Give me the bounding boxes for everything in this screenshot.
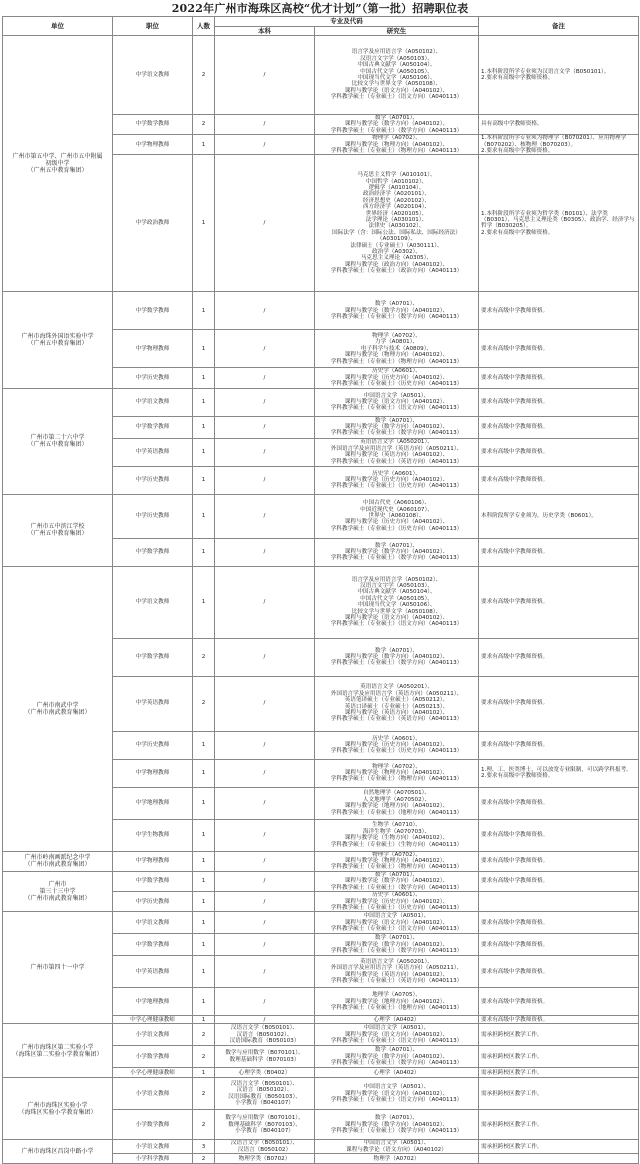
- position-cell: 小学科学教师: [113, 1154, 193, 1164]
- grad-cell: 数学（A0701）、 课程与教学论（数学方向）（A040102）、 学科教学硕士（专业硕士）（数学方向）（A040113）: [315, 538, 479, 566]
- header-count: 人数: [193, 17, 215, 36]
- position-cell: 中学数学教师: [113, 538, 193, 566]
- undergrad-cell: /: [215, 912, 315, 934]
- position-cell: 小学心理健康教师: [113, 1068, 193, 1078]
- count-cell: 1: [193, 912, 215, 934]
- count-cell: 1: [193, 538, 215, 566]
- note-cell: 需承担跨校区教学工作。: [479, 1046, 639, 1068]
- undergrad-cell: /: [215, 36, 315, 115]
- page-title: 2022年广州市海珠区高校“优才计划”（第一批）招聘职位表: [171, 2, 469, 15]
- count-cell: 1: [193, 759, 215, 787]
- header-undergrad: 本科: [215, 27, 315, 36]
- header-major-group: 专业及代码: [215, 17, 479, 27]
- school-cell: 广州市第四十一中学: [3, 912, 113, 1024]
- grad-cell: 英语语言文学（A050201）、 外国语言学及应用语言学（英语方向）（A050211）、 课程与教学论（英语方向）（A040102）、 学科教学硕士（专业硕士）（英语方向）（A040113）: [315, 438, 479, 466]
- count-cell: 1: [193, 388, 215, 416]
- position-cell: 中学数学教师: [113, 292, 193, 330]
- grad-cell: 物理学（A0702）、 课程与教学论（物理方向）（A040102）、 学科教学硕士（专业硕士）（物理方向）（A040113）: [315, 851, 479, 871]
- note-cell: [479, 1154, 639, 1164]
- position-cell: 中学物理教师: [113, 851, 193, 871]
- table-row: [3, 851, 639, 871]
- position-cell: 中学地理教师: [113, 787, 193, 819]
- school-cell: 广州市第二十六中学 （广州五中教育集团）: [3, 388, 113, 494]
- note-cell: 要求有高级中学教师资格。: [479, 416, 639, 438]
- grad-cell: 语言学及应用语言学（A050102）、 汉语言文字学（A050103）、 中国古典文献学（A050104）、 中国古代文学（A050105）、 中国现当代文学（A050106）、 比较文学与世界文学（A050108）、 课程与教学论（语文方向）（A040102）、 学科教学硕士（专业硕士）（语文方向）（A040113）: [315, 566, 479, 638]
- grad-cell: 地理学（A0705）、 课程与教学论（地理方向）（A040102）、 学科教学硕士（专业硕士）（地理方向）（A040113）: [315, 988, 479, 1016]
- position-cell: 中学语文教师: [113, 912, 193, 934]
- undergrad-cell: 心理学类（B0402）: [215, 1068, 315, 1078]
- note-cell: 1.理、工、医类博士，可以放宽专业限制，可以跨学科报考。 2.要求有高级中学教师资格。: [479, 759, 639, 787]
- grad-cell: 数学（A0701）、 课程与教学论（数学方向）（A040102）、 学科教学硕士（专业硕士）（数学方向）（A040113）: [315, 416, 479, 438]
- undergrad-cell: 汉语言文学（B050101）、 汉语言（B050102）: [215, 1140, 315, 1154]
- position-cell: 中学英语教师: [113, 956, 193, 988]
- undergrad-cell: /: [215, 1016, 315, 1024]
- note-cell: 1.本科阶段所学专业须为哲学类（B0101）、法学类（B0301）、马克思主义理论类（B0305）、政治学、经济学与哲学（B030205）。 2.要求有高级中学教师资格。: [479, 155, 639, 292]
- note-cell: 需承担跨校区教学工作。: [479, 1078, 639, 1110]
- school-cell: 广州市海珠区昌岗中路小学: [3, 1140, 113, 1164]
- count-cell: 2: [193, 676, 215, 731]
- note-cell: 要求有高级中学教师资格。: [479, 292, 639, 330]
- note-cell: 要求有高级中学教师资格。: [479, 934, 639, 956]
- undergrad-cell: /: [215, 135, 315, 155]
- count-cell: 2: [193, 638, 215, 676]
- undergrad-cell: /: [215, 330, 315, 368]
- undergrad-cell: /: [215, 638, 315, 676]
- undergrad-cell: /: [215, 438, 315, 466]
- count-cell: 1: [193, 330, 215, 368]
- table-row: [3, 1024, 639, 1046]
- count-cell: 2: [193, 1154, 215, 1164]
- count-cell: 1: [193, 494, 215, 538]
- note-cell: 本科阶段所学专业须为，历史学类（B0601）。: [479, 494, 639, 538]
- position-cell: 中学物理教师: [113, 759, 193, 787]
- table-row: [3, 388, 639, 416]
- count-cell: 1: [193, 819, 215, 851]
- undergrad-cell: /: [215, 155, 315, 292]
- note-cell: 要求有高级中学教师资格。: [479, 368, 639, 388]
- note-cell: 要求有高级中学教师资格。: [479, 438, 639, 466]
- grad-cell: 心理学（A0402）: [315, 1016, 479, 1024]
- grad-cell: 数学（A0701）、 课程与教学论（数学方向）（A040102）、 学科教学硕士（专业硕士）（数学方向）（A040113）: [315, 934, 479, 956]
- undergrad-cell: /: [215, 851, 315, 871]
- undergrad-cell: /: [215, 819, 315, 851]
- count-cell: 2: [193, 1110, 215, 1140]
- note-cell: 要求有高级中学教师资格。: [479, 956, 639, 988]
- undergrad-cell: 数学与应用数学（B070101）、 数理基础科学（B070103）: [215, 1046, 315, 1068]
- note-cell: 要求有高级中学教师资格。: [479, 787, 639, 819]
- grad-cell: 中国语言文学（A0501）、 课程与教学论（语文方向）（A040102）、 学科教学硕士（专业硕士）（语文方向）（A040113）: [315, 1078, 479, 1110]
- undergrad-cell: /: [215, 787, 315, 819]
- note-cell: 要求有高级中学教师资格。: [479, 330, 639, 368]
- note-cell: 要求有高级中学教师资格。: [479, 819, 639, 851]
- position-cell: 小学语文教师: [113, 1024, 193, 1046]
- position-cell: 小学语文教师: [113, 1078, 193, 1110]
- undergrad-cell: /: [215, 416, 315, 438]
- count-cell: 1: [193, 466, 215, 494]
- undergrad-cell: /: [215, 368, 315, 388]
- grad-cell: 马克思主义哲学（A010101）、 中国哲学（A010102）、 逻辑学（A010104）、 政治经济学（A020101）、 经济思想史（A020102）、 西方经济学（A020104）、 世界经济（A020105）、 法学理论（A030101）、 法律史（A030102）、 国际法学（含：国际公法、国际私法、国际经济法） （A030109）、 法律硕士（专业硕士）（A030111）、 政治学（A0302）、 马克思主义理论（A0305）、 课程与教学论（政治方向）（A040102）、 学科教学硕士（专业硕士）（政治方向）（A040113）: [315, 155, 479, 292]
- grad-cell: 数学（A0701）、 课程与教学论（数学方向）（A040102）、 学科教学硕士（专业硕士）（数学方向）（A040113）: [315, 115, 479, 135]
- recruitment-table: [2, 16, 639, 1164]
- note-cell: 要求有高级中学教师资格。: [479, 538, 639, 566]
- school-cell: 广州市海珠区第二实验小学 （海珠区第二实验小学教育集团）: [3, 1024, 113, 1078]
- position-cell: 小学语文教师: [113, 1140, 193, 1154]
- count-cell: 1: [193, 292, 215, 330]
- undergrad-cell: /: [215, 388, 315, 416]
- grad-cell: 物理学（A0702）、 课程与教学论（物理方向）（A040102）、 学科教学硕士（专业硕士）（物理方向）（A040113）: [315, 135, 479, 155]
- grad-cell: 物理学（A0702）、 力学（A0801）、 电子科学与技术（A0809）、 课程与教学论（物理方向）（A040102）、 学科教学硕士（专业硕士）（物理方向）（A040113）: [315, 330, 479, 368]
- undergrad-cell: /: [215, 956, 315, 988]
- note-cell: 要求有高级中学教师资格。: [479, 1016, 639, 1024]
- school-cell: 广州市南武中学 （广州市南武教育集团）: [3, 566, 113, 851]
- school-cell: 广州市 第三十三中学 （广州市南武教育集团）: [3, 871, 113, 911]
- note-cell: [479, 892, 639, 912]
- grad-cell: 数学（A0701）、 课程与教学论（数学方向）（A040102）、 学科教学硕士（专业硕士）（数学方向）（A040113）: [315, 871, 479, 891]
- note-cell: 具有高级中学教师资格。: [479, 115, 639, 135]
- note-cell: 要求有高级中学教师资格。: [479, 871, 639, 891]
- grad-cell: 心理学（A0402）: [315, 1068, 479, 1078]
- count-cell: 1: [193, 566, 215, 638]
- undergrad-cell: /: [215, 934, 315, 956]
- header-grad: 研究生: [315, 27, 479, 36]
- position-cell: 中学语文教师: [113, 388, 193, 416]
- position-cell: 中学历史教师: [113, 494, 193, 538]
- position-cell: 中学历史教师: [113, 368, 193, 388]
- note-cell: 要求有高级中学教师资格。: [479, 676, 639, 731]
- position-cell: 中学历史教师: [113, 466, 193, 494]
- grad-cell: 中国语言文学（A0501）、 课程与教学论（语文方向）（A040102）、 学科教学硕士（专业硕士）（语文方向）（A040113）: [315, 388, 479, 416]
- count-cell: 1: [193, 438, 215, 466]
- grad-cell: 中国语言文学（A0501）、 课程与教学论（语文方向）（A040102）、 学科教学硕士（专业硕士）（语文方向）（A040113）: [315, 912, 479, 934]
- grad-cell: 中国语言文学（A0501）、 课程与教学论（语文方向）（A040102）: [315, 1140, 479, 1154]
- count-cell: 1: [193, 155, 215, 292]
- count-cell: 1: [193, 787, 215, 819]
- grad-cell: 英语语言文学（A050201）、 外国语言学及应用语言学（英语方向）（A050211）、 课程与教学论（英语方向）（A040102）、 学科教学硕士（专业硕士）（英语方向）（A040113）: [315, 956, 479, 988]
- grad-cell: 自然地理学（A070501）、 人文地理学（A070502）、 课程与教学论（地理方向）（A040102）、 学科教学硕士（专业硕士）（地理方向）（A040113）: [315, 787, 479, 819]
- note-cell: 1.本科阶段所学专业须为汉语言文学（B050101）。 2.要求有高级中学教师资格。: [479, 36, 639, 115]
- position-cell: 中学心理健康教师: [113, 1016, 193, 1024]
- undergrad-cell: 物理学类（B0702）: [215, 1154, 315, 1164]
- count-cell: 2: [193, 36, 215, 115]
- position-cell: 中学英语教师: [113, 438, 193, 466]
- table-row: [3, 494, 639, 538]
- position-cell: 中学地理教师: [113, 988, 193, 1016]
- table-row: [3, 292, 639, 330]
- note-cell: 要求有高级中学教师资格。: [479, 912, 639, 934]
- undergrad-cell: /: [215, 115, 315, 135]
- position-cell: 中学历史教师: [113, 731, 193, 759]
- school-cell: 广州市海珠区实验小学 （海珠区实验小学教育集团）: [3, 1078, 113, 1140]
- grad-cell: 物理学（A0702）、 课程与教学论（物理方向）（A040102）、 学科教学硕士（专业硕士）（物理方向）（A040113）: [315, 759, 479, 787]
- undergrad-cell: 数学与应用数学（B070101）、 数理基础科学（B070103）、 小学教育（B040107）: [215, 1110, 315, 1140]
- position-cell: 小学数学教师: [113, 1046, 193, 1068]
- position-cell: 中学语文教师: [113, 566, 193, 638]
- grad-cell: 数学（A0701）、 课程与教学论（数学方向）（A040102）、 学科教学硕士（专业硕士）（数学方向）（A040113）: [315, 292, 479, 330]
- note-cell: 要求有高级中学教师资格。: [479, 988, 639, 1016]
- undergrad-cell: /: [215, 494, 315, 538]
- count-cell: 1: [193, 956, 215, 988]
- note-cell: 需承担跨校区教学工作。: [479, 1024, 639, 1046]
- count-cell: 2: [193, 1046, 215, 1068]
- grad-cell: 数学（A0701）、 课程与教学论（数学方向）（A040102）、 学科教学硕士（专业硕士）（数学方向）（A040113）: [315, 1046, 479, 1068]
- grad-cell: 数学（A0701）、 课程与教学论（数学方向）（A040102）、 学科教学硕士（专业硕士）（数学方向）（A040113）: [315, 638, 479, 676]
- table-body: [3, 36, 639, 1164]
- grad-cell: 生物学（A0710）、 海洋生物学（A070703）、 课程与教学论（生物方向）（A040102）、 学科教学硕士（专业硕士）（生物方向）（A040113）: [315, 819, 479, 851]
- undergrad-cell: /: [215, 988, 315, 1016]
- count-cell: 1: [193, 892, 215, 912]
- position-cell: 中学语文教师: [113, 36, 193, 115]
- count-cell: 1: [193, 1016, 215, 1024]
- undergrad-cell: 汉语言文学（B050101）、 汉语言（B050102）、 汉语国际教育（B050103）: [215, 1024, 315, 1046]
- table-row: [3, 36, 639, 115]
- grad-cell: 历史学（A0601）、 课程与教学论（历史方向）（A040102）、 学科教学硕士（专业硕士）（历史方向）（A040113）: [315, 731, 479, 759]
- count-cell: 2: [193, 115, 215, 135]
- undergrad-cell: /: [215, 538, 315, 566]
- position-cell: 中学数学教师: [113, 416, 193, 438]
- position-cell: 中学数学教师: [113, 934, 193, 956]
- position-cell: 中学数学教师: [113, 871, 193, 891]
- count-cell: 1: [193, 416, 215, 438]
- undergrad-cell: /: [215, 292, 315, 330]
- count-cell: 1: [193, 934, 215, 956]
- undergrad-cell: /: [215, 871, 315, 891]
- table-row: [3, 566, 639, 638]
- undergrad-cell: /: [215, 566, 315, 638]
- position-cell: 小学数学教师: [113, 1110, 193, 1140]
- count-cell: 1: [193, 1068, 215, 1078]
- header-position: 职位: [113, 17, 193, 36]
- count-cell: 2: [193, 1024, 215, 1046]
- count-cell: 1: [193, 368, 215, 388]
- grad-cell: 数学（A0701）、 课程与教学论（数学方向）（A040102）、 学科教学硕士（专业硕士）（数学方向）（A040113）: [315, 1110, 479, 1140]
- undergrad-cell: 汉语言文学（B050101）、 汉语言（B050102）、 汉语国际教育（B050103）、 小学教育（B040107）: [215, 1078, 315, 1110]
- position-cell: 中学生物教师: [113, 819, 193, 851]
- grad-cell: 语言学及应用语言学（A050102）、 汉语言文字学（A050103）、 中国古典文献学（A050104）、 中国古代文学（A050105）、 中国现当代文学（A050106）、 比较文学与世界文学（A050108）、 课程与教学论（语文方向）（A040102）、 学科教学硕士（专业硕士）（语文方向）（A040113）: [315, 36, 479, 115]
- school-cell: 广州市岭南画派纪念中学 （广州市南武教育集团）: [3, 851, 113, 871]
- undergrad-cell: /: [215, 731, 315, 759]
- position-cell: 中学英语教师: [113, 676, 193, 731]
- count-cell: 1: [193, 988, 215, 1016]
- undergrad-cell: /: [215, 676, 315, 731]
- note-cell: 要求有高级中学教师资格。: [479, 851, 639, 871]
- table-row: [3, 1140, 639, 1154]
- undergrad-cell: /: [215, 892, 315, 912]
- undergrad-cell: /: [215, 466, 315, 494]
- table-row: [3, 912, 639, 934]
- school-cell: 广州市海珠外国语实验中学 （广州五中教育集团）: [3, 292, 113, 388]
- grad-cell: 英语语言文学（A050201）、 外国语言学及应用语言学（英语方向）（A050211）、 英语笔译硕士（专业硕士）（A050212）、 英语口译硕士（专业硕士）（A050213）、 课程与教学论（英语方向）（A040102）、 学科教学硕士（专业硕士）（英语方向）（A040113）: [315, 676, 479, 731]
- note-cell: 要求有高级中学教师资格。: [479, 731, 639, 759]
- note-cell: 需承担跨校区教学工作。: [479, 1110, 639, 1140]
- page: [0, 2, 640, 1162]
- table-row: [3, 871, 639, 891]
- school-cell: 广州市第五中学、广州市五中附属 初级中学 （广州五中教育集团）: [3, 36, 113, 292]
- note-cell: 1.本科阶段所学专业须为物理学（B070201）、应用物理学（B070202）、核物理（B070203）。 2.要求有高级中学教师资格。: [479, 135, 639, 155]
- grad-cell: 历史学（A0601）、 课程与教学论（历史方向）（A040102）、 学科教学硕士（专业硕士）（历史方向）（A040113）: [315, 892, 479, 912]
- grad-cell: 中国语言文学（A0501）、 课程与教学论（语文方向）（A040102）、 学科教学硕士（专业硕士）（语文方向）（A040113）: [315, 1024, 479, 1046]
- grad-cell: 中国古代史（A060106）、 中国近现代史（A060107）、 世界史（A060108）、 课程与教学论（历史方向）（A040102）、 学科教学硕士（专业硕士）（历史方向）（A040113）: [315, 494, 479, 538]
- count-cell: 1: [193, 135, 215, 155]
- undergrad-cell: /: [215, 759, 315, 787]
- count-cell: 1: [193, 871, 215, 891]
- note-cell: 要求有高级中学教师资格。: [479, 566, 639, 638]
- count-cell: 1: [193, 731, 215, 759]
- header-note: 备注: [479, 17, 639, 36]
- position-cell: 中学物理教师: [113, 330, 193, 368]
- note-cell: 要求有高级中学教师资格。: [479, 466, 639, 494]
- position-cell: 中学数学教师: [113, 115, 193, 135]
- note-cell: 需承担跨校区教学工作。: [479, 1068, 639, 1078]
- school-cell: 广州市五中滨江学校 （广州五中教育集团）: [3, 494, 113, 566]
- note-cell: 要求有高级中学教师资格。: [479, 638, 639, 676]
- note-cell: 要求有高级中学教师资格。: [479, 388, 639, 416]
- grad-cell: 物理学（A0702）: [315, 1154, 479, 1164]
- grad-cell: 历史学（A0601）、 课程与教学论（历史方向）（A040102）、 学科教学硕士（专业硕士）（历史方向）（A040113）: [315, 368, 479, 388]
- count-cell: 2: [193, 1078, 215, 1110]
- position-cell: 中学数学教师: [113, 638, 193, 676]
- table-row: [3, 1078, 639, 1110]
- header-unit: 单位: [3, 17, 113, 36]
- grad-cell: 历史学（A0601）、 课程与教学论（历史方向）（A040102）、 学科教学硕士（专业硕士）（历史方向）（A040113）: [315, 466, 479, 494]
- position-cell: 中学政治教师: [113, 155, 193, 292]
- note-cell: 需承担跨校区教学工作。: [479, 1140, 639, 1154]
- position-cell: 中学物理教师: [113, 135, 193, 155]
- position-cell: 中学历史教师: [113, 892, 193, 912]
- count-cell: 1: [193, 851, 215, 871]
- count-cell: 3: [193, 1140, 215, 1154]
